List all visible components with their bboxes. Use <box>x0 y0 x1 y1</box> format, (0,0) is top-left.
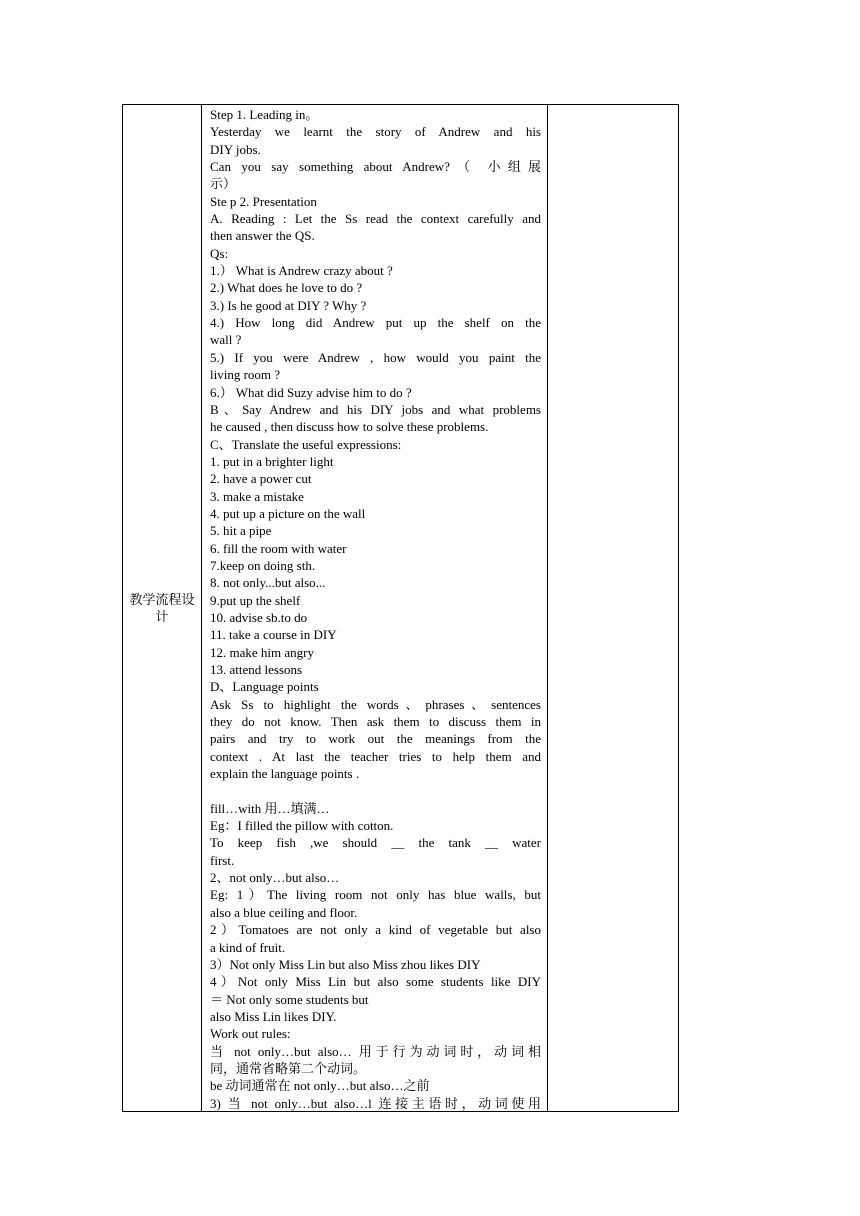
content-line: Eg：I filled the pillow with cotton. <box>210 818 394 834</box>
content-line: 2、not only…but also… <box>210 870 340 886</box>
content-line: Eg: 1）The living room not only has blue walls, but <box>210 887 541 903</box>
notes-cell <box>548 105 679 1112</box>
content-line: 4）Not only Miss Lin but also some students like DIY <box>210 974 541 990</box>
content-line: 7.keep on doing sth. <box>210 557 316 573</box>
content-line: they do not know. Then ask them to discuss them in <box>210 714 541 730</box>
content-line: 1. put in a brighter light <box>210 453 334 469</box>
content-line: pairs and try to work out the meanings from the <box>210 731 541 747</box>
content-line: wall ? <box>210 332 242 348</box>
content-line: a kind of fruit. <box>210 939 286 955</box>
content-line: 1.） What is Andrew crazy about ? <box>210 263 393 279</box>
content-line: 13. attend lessons <box>210 662 303 677</box>
row-label: 教学流程设计 <box>129 592 195 624</box>
content-line <box>210 782 541 799</box>
content-line: Yesterday we learnt the story of Andrew and his <box>210 124 541 140</box>
content-line: Work out rules: <box>210 1026 291 1042</box>
content-line: DIY jobs. <box>210 141 261 157</box>
content-line: Can you say something about Andrew?（ 小组展 <box>210 159 541 175</box>
content-line: first. <box>210 852 235 868</box>
content-line: D、Language points <box>210 679 319 695</box>
content-line: explain the language points . <box>210 766 360 782</box>
content-line: 6.） What did Suzy advise him to do ? <box>210 384 412 400</box>
content-line: Step 1. Leading in。 <box>210 107 319 122</box>
content-line: A. Reading : Let the Ss read the context carefully and <box>210 211 541 227</box>
content-line: he caused , then discuss how to solve these problems. <box>210 419 489 435</box>
content-line: 3. make a mistake <box>210 488 304 504</box>
content-line: C、Translate the useful expressions: <box>210 436 402 452</box>
content-line: 8. not only...but also... <box>210 575 326 591</box>
content-line: 2.) What does he love to do ? <box>210 280 363 296</box>
content-line: To keep fish ,we should __ the tank __ water <box>210 835 541 851</box>
content-line: 3) 当 not only…but also…l 连接主语时，动词使用 <box>210 1095 541 1111</box>
content-line: context . At last the teacher tries to help them and <box>210 748 541 764</box>
content-line: 5. hit a pipe <box>210 523 272 539</box>
content-line: 2）Tomatoes are not only a kind of vegetable but also <box>210 922 541 938</box>
content-line: living room ? <box>210 367 281 383</box>
table-row <box>123 105 679 1112</box>
content-line: 当 not only…but also… 用于行为动词时，动词相 <box>210 1043 541 1059</box>
content-line: 10. advise sb.to do <box>210 609 308 625</box>
content-line: 5.) If you were Andrew , how would you paint the <box>210 349 541 365</box>
content-line: also a blue ceiling and floor. <box>210 904 358 920</box>
content-line: 11. take a course in DIY <box>210 627 337 643</box>
content-line: also Miss Lin likes DIY. <box>210 1008 337 1024</box>
content-line: be 动词通常在 not only…but also…之前 <box>210 1078 430 1094</box>
content-line: 12. make him angry <box>210 644 314 660</box>
content-line: Ste p 2. Presentation <box>210 193 317 209</box>
content-line: 示） <box>210 176 237 192</box>
content-cell <box>202 105 548 1112</box>
content-line: fill…with 用…填满… <box>210 800 330 816</box>
content-line: ＝ Not only some students but <box>210 991 369 1007</box>
content-line: 4. put up a picture on the wall <box>210 505 366 521</box>
content-line: 3.) Is he good at DIY ? Why ? <box>210 297 367 313</box>
lesson-content <box>202 105 547 1111</box>
row-label-cell <box>123 105 202 1112</box>
content-line: Ask Ss to highlight the words、phrases、sentences <box>210 696 541 712</box>
content-line: B、Say Andrew and his DIY jobs and what problems <box>210 401 541 417</box>
content-line: 3）Not only Miss Lin but also Miss zhou likes DIY <box>210 956 481 972</box>
content-line: then answer the QS. <box>210 228 315 244</box>
content-line: 4.) How long did Andrew put up the shelf on the <box>210 315 541 331</box>
content-line: 6. fill the room with water <box>210 540 347 556</box>
content-line: Qs: <box>210 245 229 261</box>
content-line: 9.put up the shelf <box>210 592 301 608</box>
content-line: 2. have a power cut <box>210 471 312 487</box>
content-line: 同，通常省略第二个动词。 <box>210 1060 367 1076</box>
lesson-plan-table <box>122 104 679 1112</box>
